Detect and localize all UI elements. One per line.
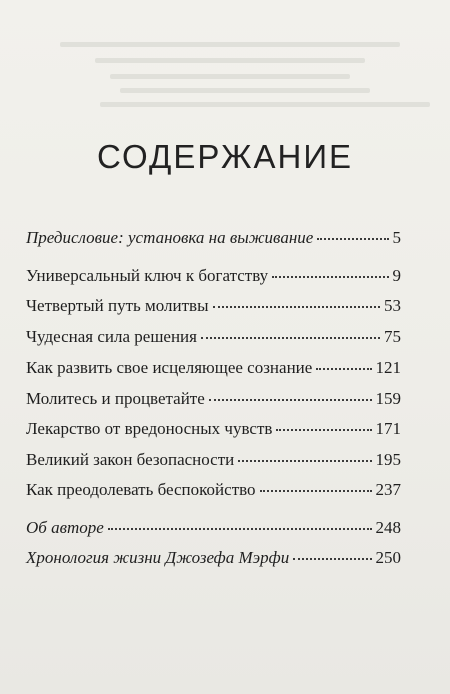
toc-entry xyxy=(26,548,401,568)
toc-entry-title: Как развить свое исцеляющее сознание xyxy=(26,358,313,377)
show-through-text xyxy=(0,30,450,130)
toc-entry xyxy=(26,266,401,286)
toc-entry-page: 248 xyxy=(375,518,401,537)
toc-entry-page: 9 xyxy=(392,266,401,285)
toc-entry xyxy=(26,327,401,347)
leader-dots xyxy=(201,337,380,339)
leader-dots xyxy=(238,460,371,462)
toc-entry-title: Об авторе xyxy=(26,518,104,537)
toc-entry-page: 53 xyxy=(384,296,401,315)
leader-dots xyxy=(272,276,388,278)
toc-entry xyxy=(26,389,401,409)
toc-entry xyxy=(26,358,401,378)
leader-dots xyxy=(260,490,372,492)
toc-entry-title: Чудесная сила решения xyxy=(26,327,197,346)
toc-entry xyxy=(26,518,401,538)
toc-entry xyxy=(26,228,401,248)
toc-entry-page: 195 xyxy=(375,450,401,469)
leader-dots xyxy=(213,306,381,308)
leader-dots xyxy=(209,399,372,401)
leader-dots xyxy=(276,429,371,431)
toc-entry-title: Лекарство от вредоносных чувств xyxy=(26,419,273,438)
toc-entry-page: 75 xyxy=(384,327,401,346)
toc-entry-page: 5 xyxy=(392,228,401,247)
toc-entry xyxy=(26,450,401,470)
toc-entry-title: Великий закон безопасности xyxy=(26,450,235,469)
toc-entry-title: Как преодолевать беспокойство xyxy=(26,480,256,499)
toc-entry-title: Универсальный ключ к богатству xyxy=(26,266,269,285)
leader-dots xyxy=(293,558,371,560)
toc-entry xyxy=(26,419,401,439)
toc-entry-page: 237 xyxy=(375,480,401,499)
toc-entry xyxy=(26,480,401,500)
toc-entry-title: Предисловие: установка на выживание xyxy=(26,228,314,247)
toc-entry-page: 171 xyxy=(375,419,401,438)
toc-entry-page: 121 xyxy=(375,358,401,377)
leader-dots xyxy=(317,238,388,240)
leader-dots xyxy=(108,528,372,530)
leader-dots xyxy=(316,368,371,370)
page-title: СОДЕРЖАНИЕ xyxy=(96,138,354,175)
toc-entry-page: 250 xyxy=(375,548,401,567)
toc-entry-title: Хронология жизни Джозефа Мэрфи xyxy=(26,548,290,567)
toc-entry-title: Четвертый путь молитвы xyxy=(26,296,209,315)
toc-entry-page: 159 xyxy=(375,389,401,408)
toc-entry xyxy=(26,296,401,316)
toc-entry-title: Молитесь и процветайте xyxy=(26,389,205,408)
